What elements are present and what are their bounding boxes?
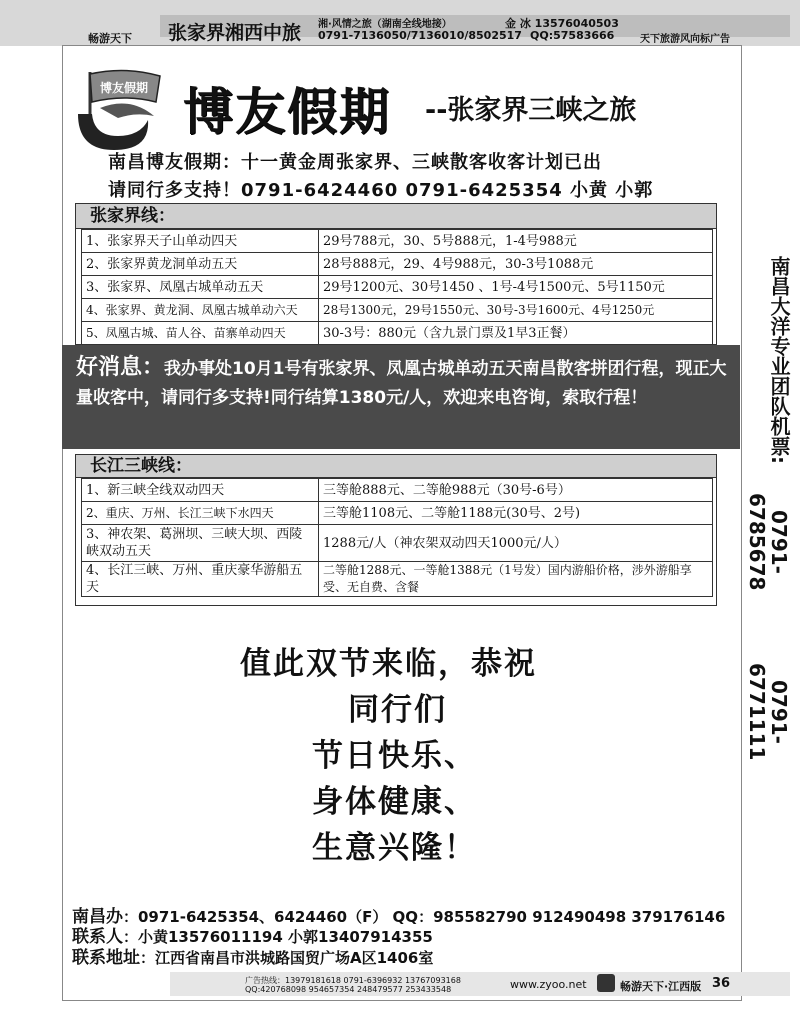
zhangjiajie-heading: 张家界线： (76, 204, 716, 229)
table-row (82, 502, 713, 525)
table-row (82, 276, 713, 299)
office-value: ：0971-6425354、6424460（F） QQ：985582790 912490498 379176146 (123, 908, 726, 926)
intro-line-2: 请同行多支持！0791-6424460 0791-6425354 小黄 小郭 (108, 180, 654, 201)
banner-text: 我办事处10月1号有张家界、凤凰古城单动五天南昌散客拼团行程，现正大量收客中，请同行多支持!同行结算1380元/人，欢迎来电咨询，索取行程！ (76, 359, 727, 408)
side-label: 南昌大洋专业团队机票: (767, 256, 791, 464)
zhangjiajie-table (81, 229, 713, 345)
intro-line-1: 南昌博友假期：十一黄金周张家界、三峡散客收客计划已出 (108, 152, 602, 173)
header-agency: 张家界湘西中旅 (168, 22, 302, 44)
table-row (82, 253, 713, 276)
header-left-tag: 畅游天下 (88, 32, 132, 45)
route-cell: 3、神农架、葛洲坝、三峡大坝、西陵峡双动五天 (82, 525, 319, 562)
zhangjiajie-section (75, 203, 717, 345)
good-news-banner (62, 345, 740, 449)
logo-text: 博友假期 (100, 81, 149, 95)
price-cell: 二等舱1288元、一等舱1388元（1号发）国内游船价格，涉外游船享受、无自费、含餐 (319, 562, 713, 597)
header-qq: QQ:57583666 (530, 29, 615, 42)
three-gorges-table (81, 478, 713, 597)
price-cell: 三等舱1108元、二等舱1188元(30号、2号) (319, 502, 713, 525)
person-label: 联系人 (72, 927, 123, 947)
route-cell: 3、张家界、凤凰古城单动五天 (82, 276, 319, 299)
table-row (82, 479, 713, 502)
header-contact: 金 冰 13576040503 (505, 17, 619, 30)
side-phone-2: 0791-6771111 (745, 663, 791, 761)
route-cell: 5、凤凰古城、苗人谷、苗寨单动四天 (82, 322, 319, 345)
route-cell: 4、张家界、黄龙洞、凤凰古城单动六天 (82, 299, 319, 322)
person-value: ：小黄13576011194 小郭13407914355 (123, 928, 433, 946)
greeting-line-5: 生意兴隆！ (312, 830, 477, 866)
header-phones: 0791-7136050/7136010/8502517 (318, 29, 522, 42)
table-row (82, 562, 713, 597)
route-cell: 4、长江三峡、万州、重庆豪华游船五天 (82, 562, 319, 597)
footer-brand: 畅游天下·江西版 (620, 980, 702, 993)
price-cell: 28号1300元，29号1550元、30号-3号1600元、4号1250元 (319, 299, 713, 322)
top-header (0, 0, 800, 46)
address-value: ：江西省南昌市洪城路国贸广场A区1406室 (140, 949, 434, 967)
header-right-tag: 天下旅游风向标广告 (640, 34, 730, 45)
price-cell: 1288元/人（神农架双动四天1000元/人） (319, 525, 713, 562)
route-cell: 1、张家界天子山单动四天 (82, 230, 319, 253)
footer-qq-line: QQ:420768098 954657354 248479577 253433548 (245, 985, 452, 994)
page-subtitle: --张家界三峡之旅 (425, 95, 637, 126)
greeting-line-4: 身体健康、 (312, 784, 477, 820)
price-cell: 29号1200元、30号1450 、1号-4号1500元、5号1150元 (319, 276, 713, 299)
greeting-line-3: 节日快乐、 (312, 738, 477, 774)
footer-site: www.zyoo.net (510, 978, 587, 991)
table-row (82, 230, 713, 253)
office-label: 南昌办 (72, 907, 123, 927)
greeting-line-1: 值此双节来临，恭祝 (240, 646, 537, 682)
route-cell: 1、新三峡全线双动四天 (82, 479, 319, 502)
three-gorges-heading: 长江三峡线： (76, 455, 716, 478)
side-phone-1: 0791-6785678 (745, 493, 791, 591)
route-cell: 2、张家界黄龙洞单动五天 (82, 253, 319, 276)
footer-brand-icon (597, 974, 615, 992)
logo (70, 62, 174, 154)
greeting-line-2: 同行们 (348, 692, 447, 728)
route-cell: 2、重庆、万州、长江三峡下水四天 (82, 502, 319, 525)
page-number: 36 (712, 976, 731, 991)
table-row (82, 322, 713, 345)
three-gorges-section (75, 454, 717, 606)
price-cell: 三等舱888元、二等舱988元（30号-6号） (319, 479, 713, 502)
price-cell: 30-3号：880元（含九景门票及1早3正餐） (319, 322, 713, 345)
footer-ad-line: 广告热线：13979181618 0791-6396932 13767093168 (245, 976, 461, 985)
table-row (82, 299, 713, 322)
page-title: 博友假期 (183, 83, 391, 141)
header-slogan: 湘·风情之旅（湖南全线地接） (318, 19, 452, 30)
address-label: 联系地址 (72, 948, 140, 968)
contact-address (72, 943, 433, 968)
price-cell: 29号788元，30、5号888元，1-4号988元 (319, 230, 713, 253)
side-airline-ad (745, 240, 791, 800)
table-row (82, 525, 713, 562)
banner-lead: 好消息： (76, 355, 165, 380)
price-cell: 28号888元，29、4号988元，30-3号1088元 (319, 253, 713, 276)
